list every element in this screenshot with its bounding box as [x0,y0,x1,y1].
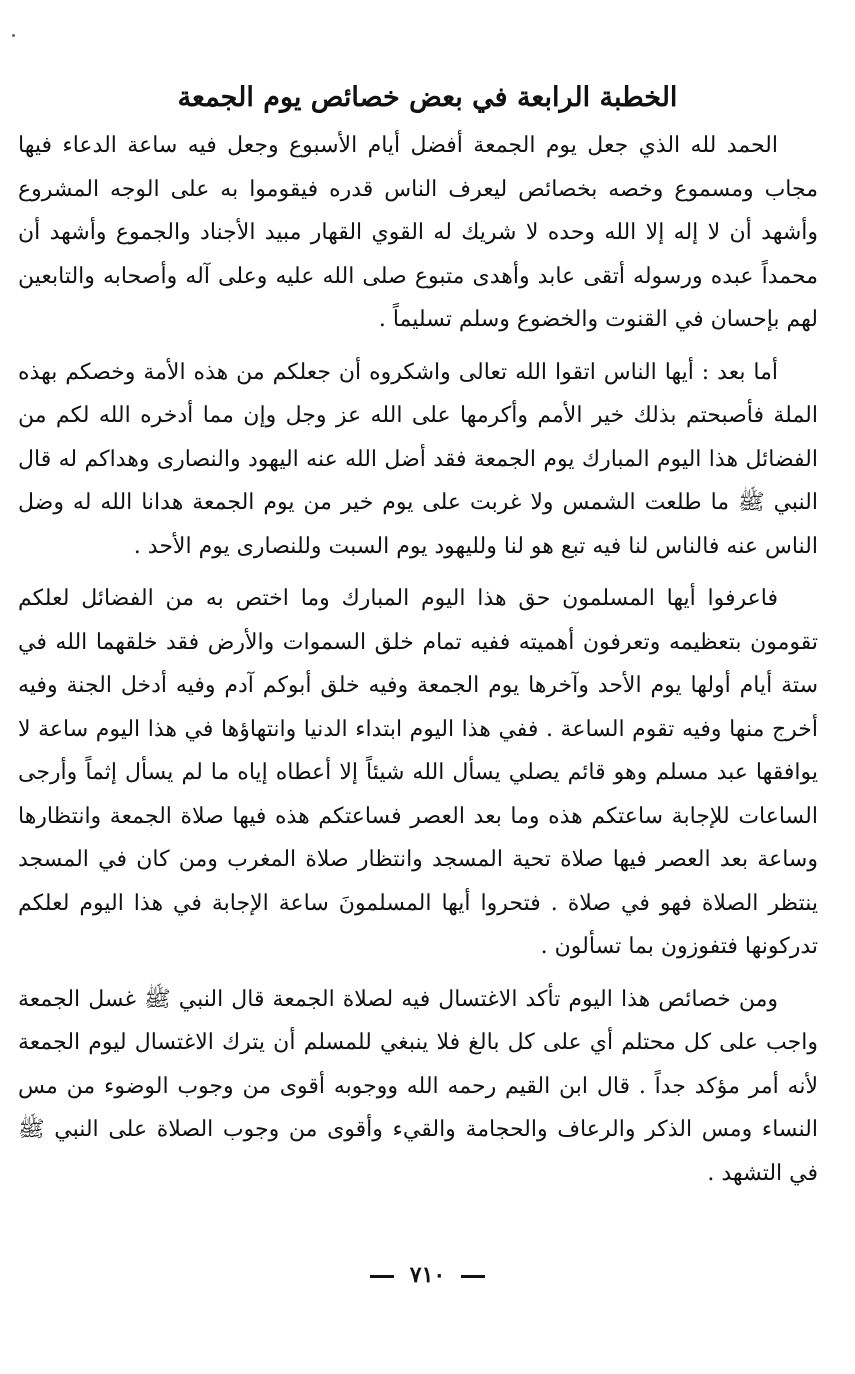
page-number-dash-left [370,1275,394,1278]
sermon-title: الخطبة الرابعة في بعض خصائص يوم الجمعة [177,82,678,113]
page-number-value: ٧١٠ [409,1262,446,1288]
page-number [0,1262,855,1288]
paragraph-virtues: فاعرفوا أيها المسلمون حق هذا اليوم المبارك وما اختص به من الفضائل لعلكم تقومون بتعظيمه وتعرفون أهميته ففيه تمام خلق السموات والأرض فقد خلقهما الله في ستة أيام أولها يوم الأحد وآخرها يوم الجمعة وفيه خلق أبوكم آدم وفيه أدخل الجنة وفيه أخرج منها وفيه تقوم الساعة . ففي هذا اليوم ابتداء الدنيا وانتهاؤها في هذا اليوم ساعة لا يوافقها عبد مسلم وهو قائم يصلي يسأل الله شيئاً إلا أعطاه إياه ما لم يسأل إثماً وأرجى الساعات للإجابة ساعتكم هذه وما بعد العصر فساعتكم هذه فيها صلاة الجمعة وانتظارها وساعة بعد العصر فيها صلاة تحية المسجد وانتظار صلاة المغرب ومن كان في المسجد ينتظر الصلاة فهو في صلاة . فتحروا أيها المسلمونَ ساعة الإجابة في هذا اليوم لعلكم تدركونها فتفوزون بما تسألون . [18,586,818,959]
sermon-body [18,124,818,1195]
scan-speck [12,34,15,37]
page-number-dash-right [461,1275,485,1278]
paragraph-amma-baad: أما بعد : أيها الناس اتقوا الله تعالى واشكروه أن جعلكم من هذه الأمة وخصكم بهذه الملة فأصبحتم بذلك خير الأمم وأكرمها على الله عز وجل وإن مما أدخره الله لكم من الفضائل هذا اليوم المبارك يوم الجمعة فقد أضل الله عنه اليهود والنصارى وهداكم له قال النبي ﷺ ما طلعت الشمس ولا غربت على يوم خير من يوم الجمعة هدانا الله له وضل الناس عنه فالناس لنا فيه تبع هو لنا ولليهود يوم السبت وللنصارى يوم الأحد . [18,359,818,559]
paragraph-intro: الحمد لله الذي جعل يوم الجمعة أفضل أيام الأسبوع وجعل فيه ساعة الدعاء فيها مجاب ومسموع وخصه بخصائص ليعرف الناس قدره فيقوموا به على الوجه المشروع وأشهد أن لا إله إلا الله وحده لا شريك له القوي القهار مبيد الأجناد والجموع وأشهد أن محمداً عبده ورسوله أتقى عابد وأهدى متبوع صلى الله عليه وعلى آله وأصحابه والتابعين لهم بإحسان في القنوت والخضوع وسلم تسليماً . [18,133,818,332]
paragraph-ghusl: ومن خصائص هذا اليوم تأكد الاغتسال فيه لصلاة الجمعة قال النبي ﷺ غسل الجمعة واجب على كل محتلم أي على كل بالغ فلا ينبغي للمسلم أن يترك الاغتسال ليوم الجمعة لأنه أمر مؤكد جداً . قال ابن القيم رحمه الله ووجوبه أقوى من وجوب الوضوء من مس النساء ومس الذكر والرعاف والحجامة والقيء وأقوى من وجوب الصلاة على النبي ﷺ في التشهد . [18,986,818,1186]
